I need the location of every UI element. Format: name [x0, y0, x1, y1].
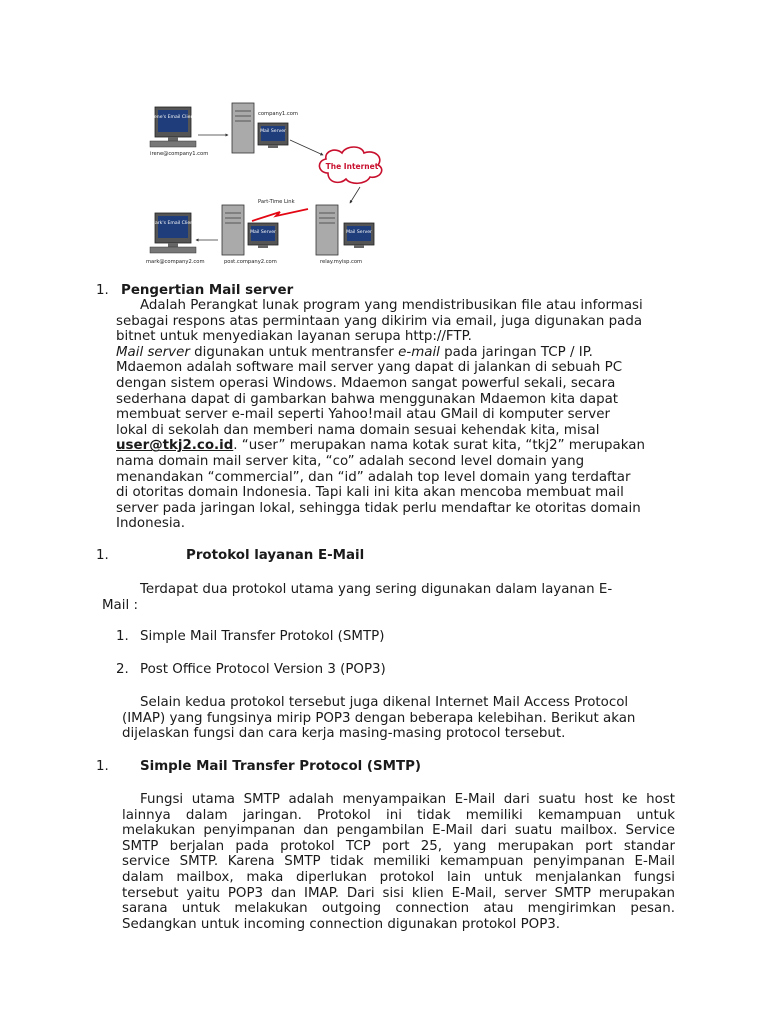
client1-address: irene@company1.com	[150, 151, 209, 157]
section1-body	[116, 298, 676, 532]
mail-server-end: pada jaringan TCP / IP.	[439, 344, 593, 360]
protocol-list-item: Post Office Protocol Version 3 (POP3)	[140, 662, 386, 677]
section1-line: sebagai respons atas permintaan yang dikirim via email, juga digunakan pada	[116, 313, 643, 329]
section1-line: nama domain mail server kita, “co” adalah second level domain yang	[116, 453, 585, 469]
section3-line: Fungsi utama SMTP adalah menyampaikan E-Mail dari suatu host ke host	[140, 792, 675, 807]
client1-computer-icon	[150, 107, 196, 147]
section2-title: Protokol layanan E-Mail	[186, 548, 365, 563]
server1-label: Mail Server	[260, 129, 286, 134]
section2-number: 1.	[96, 548, 109, 563]
protocol-list-item: Simple Mail Transfer Protokol (SMTP)	[140, 629, 385, 644]
mail-server-mid: digunakan untuk mentransfer	[189, 344, 399, 360]
client1-label: Irene's Email Client	[150, 115, 196, 120]
section1-title: Pengertian Mail server	[121, 283, 294, 298]
section1-line: sederhana dapat di gambarkan bahwa menggunakan Mdaemon kita dapat	[116, 391, 619, 407]
section1-line: dengan sistem operasi Windows. Mdaemon sangat powerful sekali, secara	[116, 375, 616, 391]
arrow-internet-relay	[350, 187, 360, 203]
section1-line: di otoritas domain Indonesia. Tapi kali ini kita akan mencoba membuat mail	[116, 485, 624, 501]
section2-outro-line: (IMAP) yang fungsinya mirip POP3 dengan beberapa kelebihan. Berikut akan	[122, 710, 636, 726]
section3-line: melakukan penyimpanan dan pengambilan E-Mail dari suatu mailbox. Service	[122, 823, 675, 839]
part-time-link-bolt	[252, 209, 308, 221]
mail-network-diagram	[140, 95, 410, 270]
part-time-link-label: Part-Time Link	[258, 199, 295, 205]
section1-line: Adalah Perangkat lunak program yang mendistribusikan file atau informasi	[140, 298, 643, 313]
protocol-list-number: 2.	[116, 662, 129, 677]
protocol-list-number: 1.	[116, 629, 129, 644]
email-term: e-mail	[398, 344, 440, 360]
section1-line: membuat server e-mail seperti Yahoo!mail atau GMail di komputer server	[116, 407, 610, 423]
section3-line: Sedangkan untuk incoming connection digunakan protokol POP3.	[122, 916, 561, 932]
section1-line: menandakan “commercial”, dan “id” adalah top level domain yang terdaftar	[116, 469, 631, 485]
section2-intro-line1: Terdapat dua protokol utama yang sering digunakan dalam layanan E-	[140, 582, 613, 597]
section1-line: Mdaemon adalah software mail server yang dapat di jalankan di sebuah PC	[116, 360, 623, 376]
section3-title: Simple Mail Transfer Protocol (SMTP)	[140, 759, 422, 774]
section1-line: lokal di sekolah dan memberi nama domain sesuai kehendak kita, misal	[116, 422, 600, 438]
section3-line: dalam mailbox, maka diperlukan protokol lain untuk menjalankan fungsi	[122, 869, 675, 885]
server2-label: Mail Server	[250, 230, 276, 235]
section3-line: tersebut yaitu POP3 dan IMAP. Dari sisi klien E-Mail, server SMTP merupakan	[122, 885, 675, 901]
client2-address: mark@company2.com	[146, 259, 205, 265]
section3-line: lainnya dalam jaringan. Protokol ini tidak memiliki kemampuan untuk	[122, 807, 675, 823]
server1-host: company1.com	[258, 111, 298, 117]
section2-outro-line: dijelaskan fungsi dan cara kerja masing-masing protocol tersebut.	[122, 726, 566, 742]
mail-network-diagram-svg	[140, 95, 410, 270]
email-example-rest: . “user” merupakan nama kotak surat kita, “tkj2” merupakan	[233, 438, 645, 454]
mail-server-term: Mail server	[116, 344, 190, 360]
section2-outro	[122, 695, 635, 742]
section1-line: bitnet untuk menyediakan layanan serupa http://FTP.	[116, 329, 472, 345]
email-example-link[interactable]: user@tkj2.co.id	[116, 438, 234, 454]
server2-host: post.company2.com	[224, 259, 277, 265]
section2-outro-line: Selain kedua protokol tersebut juga dikenal Internet Mail Access Protocol	[140, 695, 629, 710]
internet-label: The Internet	[325, 162, 379, 171]
client2-computer-icon	[150, 213, 196, 253]
section1-line: Indonesia.	[116, 516, 186, 532]
section1-number: 1.	[96, 283, 109, 298]
section3-line: service SMTP. Karena SMTP tidak memiliki kemampuan penyimpanan E-Mail	[122, 854, 675, 870]
section3-line: SMTP berjalan pada protokol TCP port 25, yang merupakan port standar	[122, 838, 675, 854]
section3-number: 1.	[96, 759, 109, 774]
section3-body	[122, 792, 675, 932]
mail-server-sentence	[116, 345, 676, 361]
section3-line: sarana untuk melakukan outgoing connection atau mengirimkan pesan.	[122, 901, 675, 917]
relay-host: relay.myisp.com	[320, 259, 363, 265]
client2-label: Mark's Email Client	[151, 221, 195, 226]
section2-intro-line2: Mail :	[102, 598, 138, 613]
arrow-server1-internet	[290, 140, 323, 155]
email-example-line	[116, 438, 676, 454]
section1-line: server pada jaringan lokal, sehingga tidak perlu mendaftar ke otoritas domain	[116, 500, 641, 516]
relay-label: Mail Server	[346, 230, 372, 235]
